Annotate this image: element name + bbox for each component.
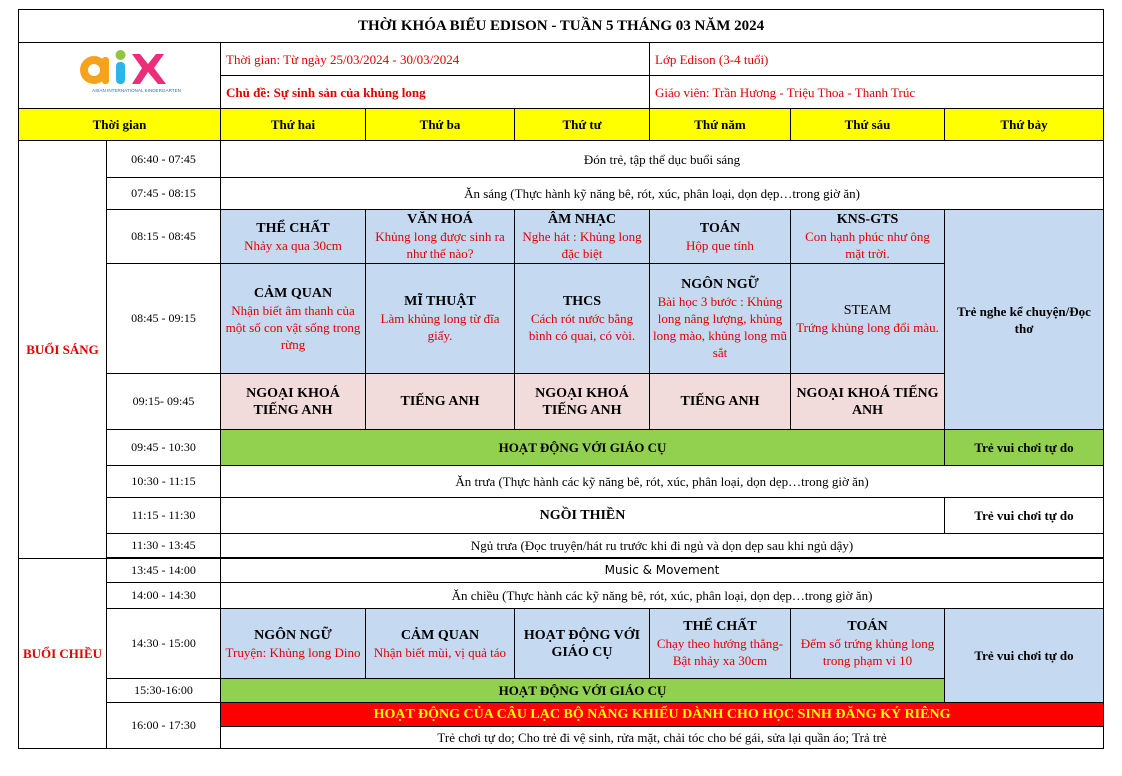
lesson-desc: Chạy theo hướng thẳng- Bật nhảy xa 30cm xyxy=(656,636,784,668)
session-afternoon: BUỔI CHIỀU xyxy=(19,559,107,749)
time-slot: 15:30-16:00 xyxy=(107,679,221,703)
lesson-desc: Nhảy xa qua 30cm xyxy=(244,237,342,253)
timetable-title: THỜI KHÓA BIỂU EDISON - TUẦN 5 THÁNG 03 NĂM 2024 xyxy=(19,10,1104,43)
lesson-subject: TOÁN xyxy=(847,619,888,634)
lesson-subject: NGÔN NGỮ xyxy=(681,277,759,292)
time-slot: 07:45 - 08:15 xyxy=(107,178,221,210)
activity-club: HOẠT ĐỘNG CỦA CÂU LẠC BỘ NĂNG KHIẾU DÀNH CHO HỌC SINH ĐĂNG KÝ RIÊNG xyxy=(221,703,1104,727)
lesson-subject: THỂ CHẤT xyxy=(683,619,757,634)
saturday-free-play: Trẻ vui chơi tự do xyxy=(945,498,1104,534)
lesson-cell xyxy=(515,264,650,374)
saturday-story: Trẻ nghe kể chuyện/Đọc thơ xyxy=(945,210,1104,430)
lesson-desc: Truyện: Khủng long Dino xyxy=(225,644,361,660)
lesson-desc: Nhận biết âm thanh của một số con vật sống trong rừng xyxy=(225,302,361,352)
time-slot: 14:00 - 14:30 xyxy=(107,583,221,609)
header-monday: Thứ hai xyxy=(221,109,366,141)
activity-lunch: Ăn trưa (Thực hành các kỹ năng bê, rót, xúc, phân loại, dọn dẹp…trong giờ ăn) xyxy=(221,466,1104,498)
lesson-subject: KNS-GTS xyxy=(836,212,899,227)
lesson-cell xyxy=(221,264,366,374)
lesson-desc: Con hạnh phúc như ông mặt trời. xyxy=(805,229,930,261)
lesson-subject: TOÁN xyxy=(699,220,741,236)
time-slot: 13:45 - 14:00 xyxy=(107,559,221,583)
time-slot: 14:30 - 15:00 xyxy=(107,609,221,679)
date-range: Thời gian: Từ ngày 25/03/2024 - 30/03/2024 xyxy=(221,43,650,76)
lesson-cell xyxy=(650,609,791,679)
time-slot: 06:40 - 07:45 xyxy=(107,141,221,178)
header-wednesday: Thứ tư xyxy=(515,109,650,141)
header-thursday: Thứ năm xyxy=(650,109,791,141)
activity-breakfast: Ăn sáng (Thực hành kỹ năng bê, rót, xúc, phân loại, dọn dẹp…trong giờ ăn) xyxy=(221,178,1104,210)
school-logo xyxy=(70,48,181,100)
lesson-desc: Đếm số trứng khủng long trong phạm vi 10 xyxy=(800,636,935,668)
english-cell: TIẾNG ANH xyxy=(650,374,791,430)
teachers: Giáo viên: Trần Hương - Triệu Thoa - Thanh Trúc xyxy=(650,76,1104,109)
lesson-subject: MĨ THUẬT xyxy=(404,294,476,309)
time-slot: 08:45 - 09:15 xyxy=(107,264,221,374)
lesson-cell xyxy=(366,264,515,374)
saturday-free-play: Trẻ vui chơi tự do xyxy=(945,430,1104,466)
activity-nap: Ngủ trưa (Đọc truyện/hát ru trước khi đi ngủ và dọn dẹp sau khi ngủ dậy) xyxy=(221,534,1104,558)
lesson-subject: THỂ CHẤT xyxy=(256,220,330,236)
saturday-free-play: Trẻ vui chơi tự do xyxy=(945,609,1104,703)
time-slot: 10:30 - 11:15 xyxy=(107,466,221,498)
activity-teaching-aids: HOẠT ĐỘNG VỚI GIÁO CỤ xyxy=(221,430,945,466)
lesson-subject: HOẠT ĐỘNG VỚI GIÁO CỤ xyxy=(523,627,641,660)
english-cell: NGOẠI KHOÁ TIẾNG ANH xyxy=(515,374,650,430)
time-slot: 16:00 - 17:30 xyxy=(107,703,221,749)
lesson-subject: VĂN HOÁ xyxy=(407,212,473,227)
lesson-desc: Bài học 3 bước : Khủng long nâng lượng, khủng long mào, khủng long mũ sắt xyxy=(653,294,787,360)
lesson-cell xyxy=(791,210,945,264)
lesson-subject: THCS xyxy=(562,294,602,309)
lesson-desc: Trứng khủng long đổi màu. xyxy=(796,319,939,335)
activity-welcome: Đón trẻ, tập thể dục buổi sáng xyxy=(221,141,1104,178)
time-slot: 11:15 - 11:30 xyxy=(107,498,221,534)
header-time: Thời gian xyxy=(19,109,221,141)
time-slot: 08:15 - 08:45 xyxy=(107,210,221,264)
lesson-subject: STEAM xyxy=(843,302,892,318)
lesson-desc: Khủng long được sinh ra như thế nào? xyxy=(375,229,505,261)
header-tuesday: Thứ ba xyxy=(366,109,515,141)
lesson-cell xyxy=(515,609,650,679)
lesson-cell xyxy=(221,210,366,264)
time-slot: 11:30 - 13:45 xyxy=(107,534,221,558)
lesson-desc: Nghe hát : Khủng long đặc biệt xyxy=(522,229,642,261)
english-cell: TIẾNG ANH xyxy=(366,374,515,430)
lesson-desc: Cách rót nước bằng bình có quai, có vòi. xyxy=(528,311,636,343)
lesson-cell xyxy=(221,609,366,679)
session-morning: BUỔI SÁNG xyxy=(19,141,107,559)
time-slot: 09:45 - 10:30 xyxy=(107,430,221,466)
lesson-subject: NGÔN NGỮ xyxy=(254,627,332,643)
school-logo-cell xyxy=(19,43,221,109)
timetable xyxy=(18,9,1104,749)
logo-tagline: ASIAN INTERNATIONAL KINDERGARTEN xyxy=(91,87,181,93)
activity-meditation: NGỒI THIỀN xyxy=(221,498,945,534)
header-saturday: Thứ bảy xyxy=(945,109,1104,141)
lesson-subject: CẢM QUAN xyxy=(400,627,480,643)
theme: Chủ đề: Sự sinh sản của khủng long xyxy=(221,76,650,109)
activity-snack: Ăn chiều (Thực hành các kỹ năng bê, rót, xúc, phân loại, dọn dẹp…trong giờ ăn) xyxy=(221,583,1104,609)
lesson-desc: Làm khủng long từ đĩa giấy. xyxy=(380,311,500,343)
english-cell: NGOẠI KHOÁ TIẾNG ANH xyxy=(221,374,366,430)
lesson-cell xyxy=(366,609,515,679)
header-friday: Thứ sáu xyxy=(791,109,945,141)
english-cell: NGOẠI KHOÁ TIẾNG ANH xyxy=(791,374,945,430)
lesson-cell xyxy=(650,264,791,374)
activity-teaching-aids-afternoon: HOẠT ĐỘNG VỚI GIÁO CỤ xyxy=(221,679,945,703)
lesson-subject: CẢM QUAN xyxy=(253,285,333,301)
lesson-cell xyxy=(515,210,650,264)
lesson-cell xyxy=(791,264,945,374)
activity-end-of-day: Trẻ chơi tự do; Cho trẻ đi vệ sinh, rửa mặt, chải tóc cho bé gái, sửa lại quần áo; Trả trẻ xyxy=(221,727,1104,749)
class-name: Lớp Edison (3-4 tuổi) xyxy=(650,43,1104,76)
lesson-subject: ÂM NHẠC xyxy=(547,212,617,227)
lesson-cell xyxy=(791,609,945,679)
lesson-cell xyxy=(366,210,515,264)
lesson-desc: Nhận biết mùi, vị quả táo xyxy=(373,644,507,660)
lesson-desc: Hộp que tính xyxy=(686,237,754,253)
lesson-cell xyxy=(650,210,791,264)
activity-music: Music & Movement xyxy=(221,559,1104,583)
time-slot: 09:15- 09:45 xyxy=(107,374,221,430)
